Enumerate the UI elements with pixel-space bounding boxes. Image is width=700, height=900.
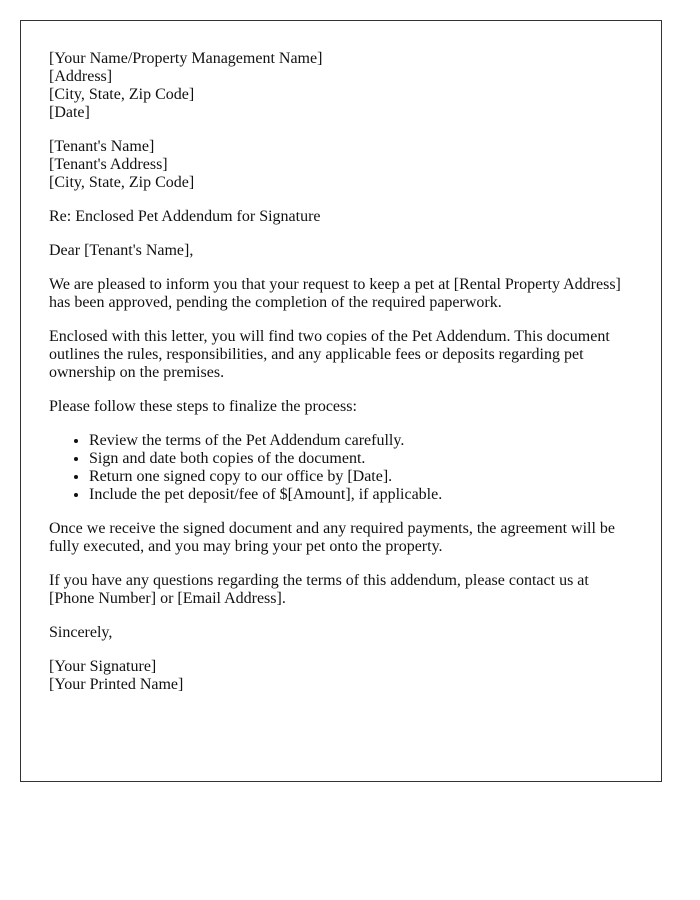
- recipient-block: [49, 138, 633, 192]
- sender-block: [49, 50, 633, 122]
- step-item: • Review the terms of the Pet Addendum carefully.: [89, 432, 633, 450]
- step-item: • Include the pet deposit/fee of $[Amount], if applicable.: [89, 486, 633, 504]
- signature-block: [49, 658, 633, 694]
- sender-name: [Your Name/Property Management Name]: [49, 50, 323, 67]
- signature-line: [Your Signature]: [49, 658, 157, 675]
- recipient-address: [Tenant's Address]: [49, 156, 168, 173]
- execution-paragraph: Once we receive the signed document and any required payments, the agreement will be fully executed, and you may bring your pet onto the property.: [49, 520, 615, 555]
- closing: Sincerely,: [49, 624, 113, 641]
- steps-intro-paragraph: Please follow these steps to finalize the process:: [49, 398, 357, 415]
- approval-paragraph: We are pleased to inform you that your request to keep a pet at [Rental Property Address] has been approved, pending the completion of the required paperwork.: [49, 276, 621, 311]
- printed-name-line: [Your Printed Name]: [49, 676, 184, 693]
- subject-line: Re: Enclosed Pet Addendum for Signature: [49, 208, 321, 225]
- steps-list: [49, 432, 633, 504]
- contact-paragraph: If you have any questions regarding the terms of this addendum, please contact us at [Phone Number] or [Email Address].: [49, 572, 589, 607]
- step-item: • Sign and date both copies of the document.: [89, 450, 633, 468]
- recipient-name: [Tenant's Name]: [49, 138, 155, 155]
- recipient-city-state-zip: [City, State, Zip Code]: [49, 174, 195, 191]
- sender-address: [Address]: [49, 68, 113, 85]
- step-item: • Return one signed copy to our office by [Date].: [89, 468, 633, 486]
- letter-date: [Date]: [49, 104, 90, 121]
- letter-content: [49, 50, 633, 710]
- letter-page: [20, 20, 662, 782]
- salutation: Dear [Tenant's Name],: [49, 242, 194, 259]
- enclosure-paragraph: Enclosed with this letter, you will find two copies of the Pet Addendum. This document outlines the rules, responsibilities, and any applicable fees or deposits regarding pet ownership on the premises.: [49, 328, 610, 381]
- sender-city-state-zip: [City, State, Zip Code]: [49, 86, 195, 103]
